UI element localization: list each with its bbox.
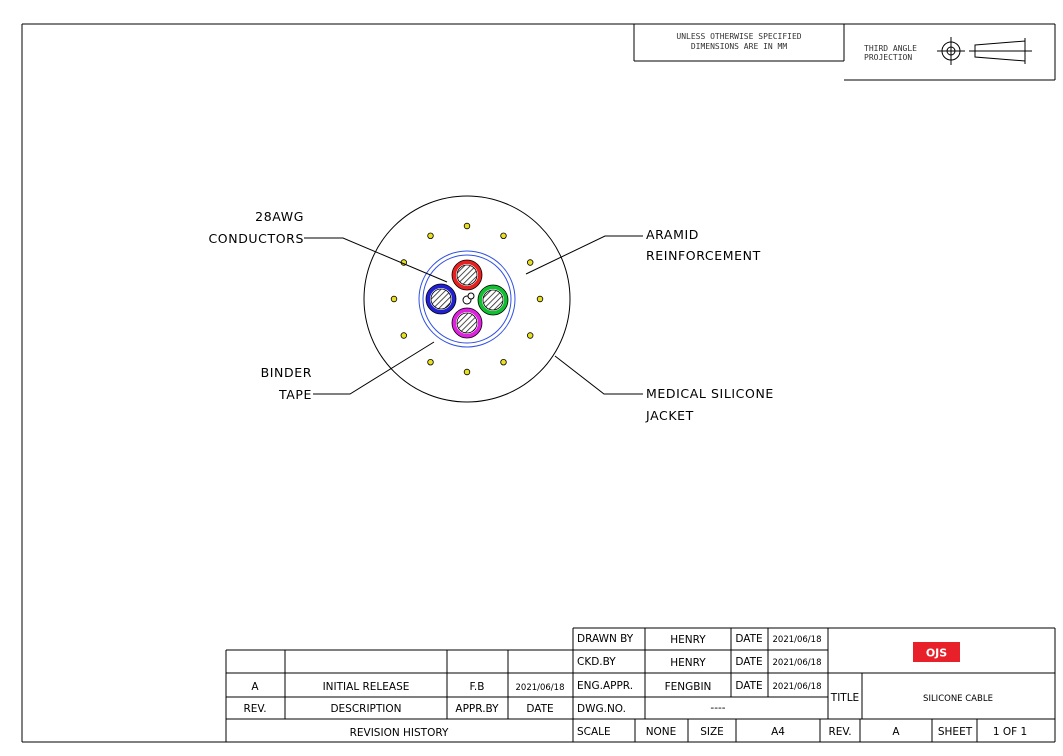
aramid-strand — [501, 233, 507, 239]
units-note-line2: DIMENSIONS ARE IN MM — [690, 42, 788, 51]
logo-text: OJS — [925, 646, 948, 660]
callout-conductors-line2: CONDUCTORS — [208, 231, 304, 246]
eng-appr-name: FENGBIN — [664, 681, 712, 693]
checked-date: 2021/06/18 — [772, 658, 822, 668]
third-angle-projection-icon — [937, 37, 1032, 65]
conductor-green — [478, 285, 508, 315]
size-label: SIZE — [700, 726, 724, 738]
conductor-red — [452, 260, 482, 290]
drawn-date: 2021/06/18 — [772, 635, 822, 645]
aramid-strand — [464, 223, 470, 229]
checked-date-label: DATE — [735, 656, 763, 668]
callout-jacket-line1: MEDICAL SILICONE — [646, 386, 774, 401]
rev-row-a-appr-by: F.B — [469, 681, 485, 693]
aramid-strand — [391, 296, 397, 302]
drawn-by-label: DRAWN BY — [577, 633, 634, 645]
aramid-strand — [527, 260, 533, 266]
title-label: TITLE — [830, 692, 860, 704]
rev-header-rev: REV. — [243, 703, 267, 715]
projection-line2: PROJECTION — [864, 53, 913, 62]
conductor-magenta — [452, 308, 482, 338]
aramid-strand — [464, 369, 470, 375]
sheet-value: 1 OF 1 — [992, 726, 1028, 738]
units-note-line1: UNLESS OTHERWISE SPECIFIED — [676, 32, 802, 41]
rev-header-date: DATE — [526, 703, 554, 715]
callout-jacket-line2: JACKET — [646, 408, 694, 423]
checked-by-label: CKD.BY — [577, 656, 616, 668]
scale-label: SCALE — [577, 726, 611, 738]
revision-history-caption: REVISION HISTORY — [349, 727, 449, 739]
eng-appr-label: ENG.APPR. — [577, 680, 634, 692]
checked-by-name: HENRY — [670, 657, 706, 669]
callout-aramid-line1: ARAMID — [646, 227, 699, 242]
sheet-label: SHEET — [937, 726, 973, 738]
dwg-no-label: DWG.NO. — [577, 703, 626, 715]
title-value: SILICONE CABLE — [923, 694, 993, 704]
rev-row-a-description: INITIAL RELEASE — [322, 681, 410, 693]
aramid-strand — [527, 333, 533, 339]
projection-line1: THIRD ANGLE — [864, 44, 917, 53]
company-logo — [913, 642, 960, 662]
eng-appr-date-label: DATE — [735, 680, 763, 692]
aramid-strand — [428, 359, 434, 365]
aramid-strand — [537, 296, 543, 302]
center-filler-2 — [468, 293, 474, 299]
rev-row-a-date: 2021/06/18 — [515, 683, 565, 693]
callout-binder-line1: BINDER — [260, 365, 312, 380]
size-value: A4 — [771, 726, 785, 738]
rev-header-description: DESCRIPTION — [330, 703, 402, 715]
callout-conductors-line1: 28AWG — [255, 209, 304, 224]
callout-binder-line2: TAPE — [278, 387, 312, 402]
rev-value: A — [892, 726, 900, 738]
scale-value: NONE — [645, 726, 677, 738]
projection-box — [844, 24, 1055, 80]
aramid-strand — [401, 333, 407, 339]
eng-appr-date: 2021/06/18 — [772, 682, 822, 692]
aramid-strand — [428, 233, 434, 239]
drawn-by-name: HENRY — [670, 634, 706, 646]
rev-label: REV. — [828, 726, 852, 738]
conductor-blue — [426, 284, 456, 314]
callout-aramid-line2: REINFORCEMENT — [646, 248, 761, 263]
dwg-no-value: ---- — [710, 702, 726, 714]
rev-header-appr-by: APPR.BY — [455, 703, 499, 715]
cable-cross-section — [364, 196, 570, 402]
units-note-box — [634, 24, 844, 61]
rev-row-a-rev: A — [251, 681, 259, 693]
drawn-date-label: DATE — [735, 633, 763, 645]
aramid-strand — [501, 359, 507, 365]
